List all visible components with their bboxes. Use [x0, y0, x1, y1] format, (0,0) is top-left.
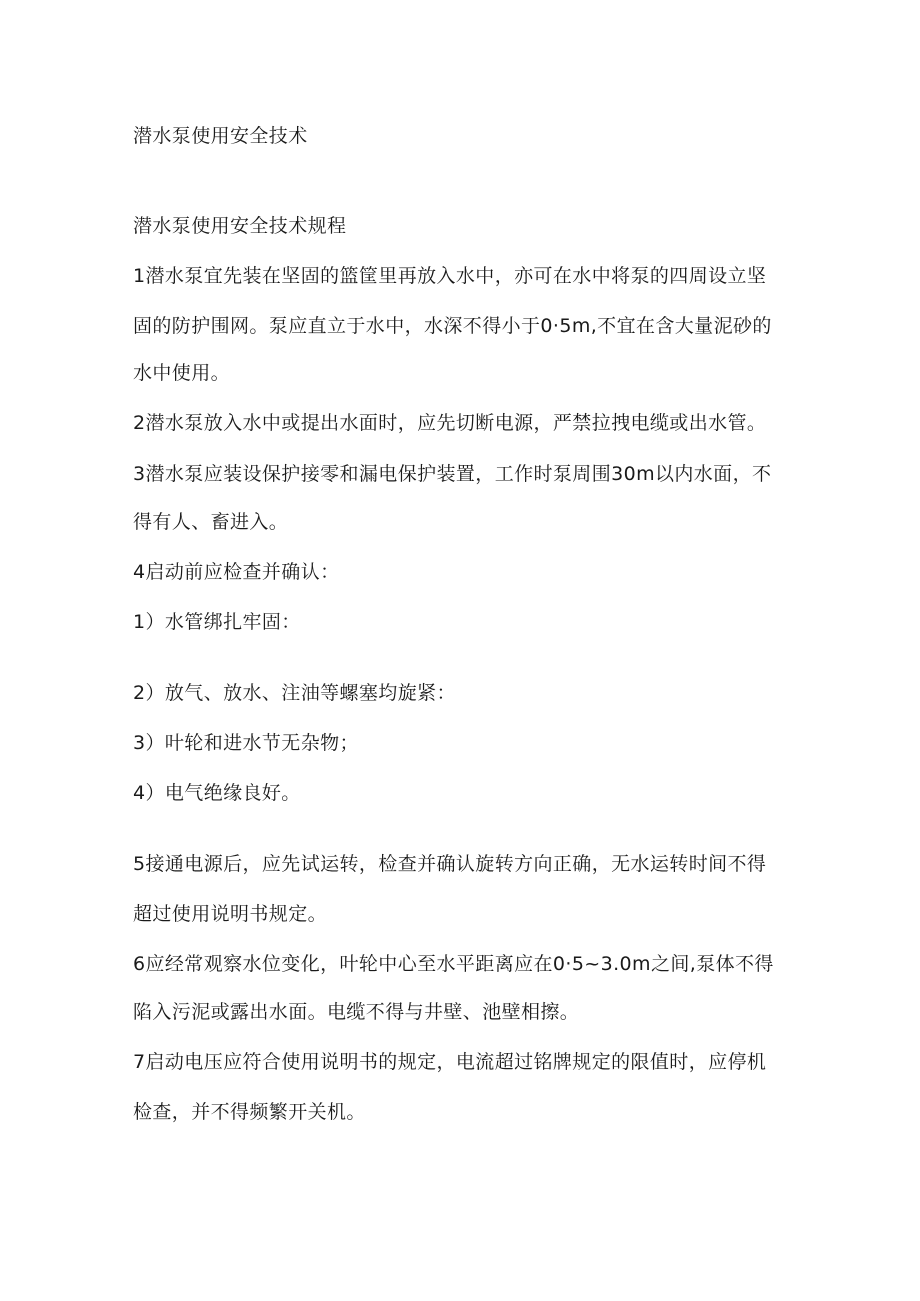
paragraph-line: 2潜水泵放入水中或提出水面时，应先切断电源，严禁拉拽电缆或出水管。 — [133, 412, 767, 434]
document-title: 潜水泵使用安全技术 — [133, 125, 308, 147]
list-item: 1）水管绑扎牢固： — [133, 611, 301, 633]
list-item: 3）叶轮和进水节无杂物； — [133, 732, 359, 754]
paragraph-line: 6应经常观察水位变化，叶轮中心至水平距离应在0·5~3.0m之间,泵体不得 — [133, 953, 774, 975]
paragraph-line: 3潜水泵应装设保护接零和漏电保护装置，工作时泵周围30m以内水面，不 — [133, 463, 772, 485]
paragraph-line: 4启动前应检查并确认： — [133, 561, 340, 583]
paragraph-line: 固的防护围网。泵应直立于水中，水深不得小于0·5m,不宜在含大量泥砂的 — [133, 315, 772, 337]
paragraph-line: 陷入污泥或露出水面。电缆不得与井壁、池壁相擦。 — [133, 1001, 580, 1023]
list-item: 2）放气、放水、注油等螺塞均旋紧： — [133, 682, 456, 704]
paragraph-line: 5接通电源后，应先试运转，检查并确认旋转方向正确，无水运转时间不得 — [133, 853, 767, 875]
paragraph-line: 7启动电压应符合使用说明书的规定，电流超过铭牌规定的限值时，应停机 — [133, 1051, 767, 1073]
document-subtitle: 潜水泵使用安全技术规程 — [133, 215, 347, 237]
paragraph-line: 得有人、畜进入。 — [133, 511, 289, 533]
paragraph-line: 水中使用。 — [133, 362, 231, 384]
paragraph-line: 检查，并不得频繁开关机。 — [133, 1101, 366, 1123]
list-item: 4）电气绝缘良好。 — [133, 782, 301, 804]
paragraph-line: 超过使用说明书规定。 — [133, 903, 328, 925]
paragraph-line: 1潜水泵宜先装在坚固的篮筐里再放入水中，亦可在水中将泵的四周设立坚 — [133, 265, 767, 287]
